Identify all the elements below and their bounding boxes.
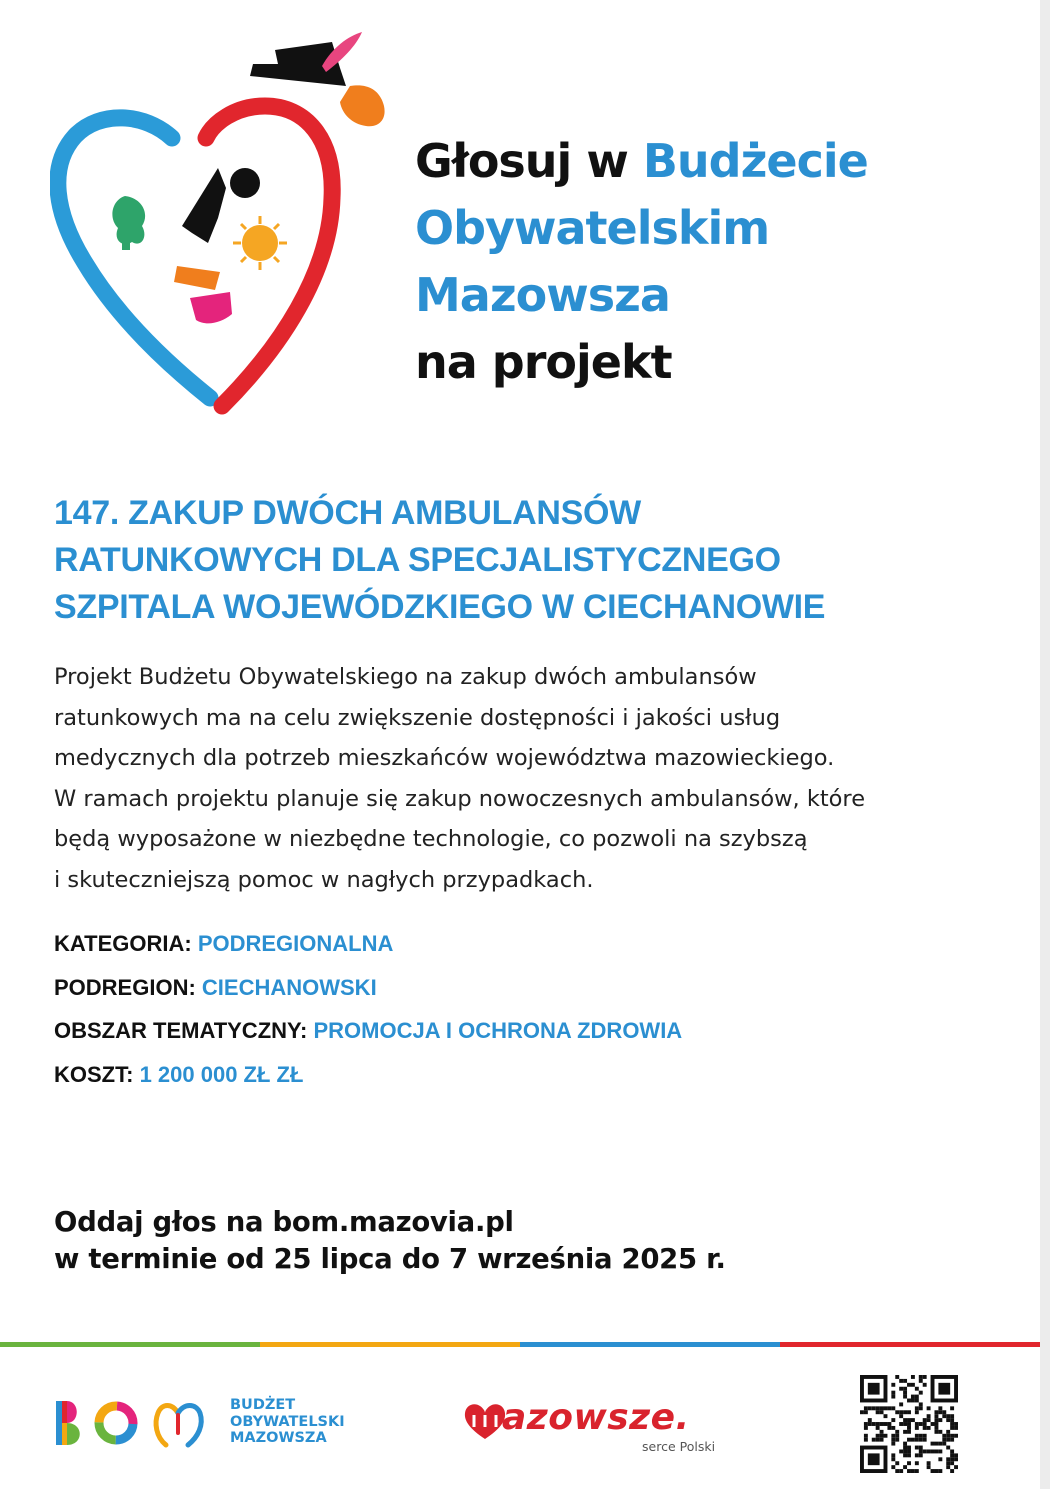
- bom-logo-line: OBYWATELSKI: [230, 1413, 345, 1430]
- bom-logo: [54, 1393, 374, 1453]
- cta-line2: w terminie od 25 lipca do 7 września 2025 r.: [54, 1243, 726, 1275]
- headline-line1-blue: Budżecie: [642, 134, 868, 188]
- divider-segment: [780, 1342, 1040, 1347]
- mazowsze-wordmark: azowsze.: [502, 1397, 690, 1438]
- headline-line3: Mazowsza: [415, 268, 670, 322]
- project-meta: [54, 922, 954, 1096]
- divider-segment: [0, 1342, 260, 1347]
- meta-value: 1 200 000 ZŁ ZŁ: [139, 1061, 304, 1087]
- meta-label: KOSZT:: [54, 1061, 140, 1087]
- meta-subregion: [54, 966, 954, 1010]
- description-line: medycznych dla potrzeb mieszkańców województwa mazowieckiego.: [54, 745, 835, 771]
- headline-line1-dark: Głosuj w: [415, 134, 643, 188]
- meta-cost: [54, 1053, 954, 1097]
- cta-line1: Oddaj głos na bom.mazovia.pl: [54, 1206, 514, 1238]
- description-line: będą wyposażone w niezbędne technologie, co pozwoli na szybszą: [54, 826, 808, 852]
- meta-label: PODREGION:: [54, 974, 202, 1000]
- project-title: [54, 490, 954, 631]
- qr-code: [860, 1375, 958, 1473]
- description-line: Projekt Budżetu Obywatelskiego na zakup dwóch ambulansów: [54, 664, 757, 690]
- heart-face-logo: [50, 28, 395, 423]
- headline: [415, 128, 1015, 396]
- bom-logo-icon: [54, 1393, 224, 1453]
- meta-value: PROMOCJA I OCHRONA ZDROWIA: [313, 1018, 683, 1043]
- mazowsze-logo: [462, 1397, 742, 1461]
- meta-label: OBSZAR TEMATYCZNY:: [54, 1018, 314, 1043]
- bom-logo-line: MAZOWSZA: [230, 1430, 327, 1446]
- headline-line4: na projekt: [415, 335, 672, 389]
- divider-segment: [520, 1342, 780, 1347]
- bom-logo-line: BUDŻET: [230, 1397, 296, 1413]
- headline-line2: Obywatelskim: [415, 201, 770, 255]
- call-to-action: [54, 1204, 954, 1278]
- project-title-line: 147. ZAKUP DWÓCH AMBULANSÓW: [54, 494, 641, 532]
- meta-value: PODREGIONALNA: [197, 931, 394, 956]
- page-edge: [1040, 0, 1050, 1489]
- description-line: i skuteczniejszą pomoc w nagłych przypadkach.: [54, 866, 594, 893]
- bom-logo-text: [230, 1397, 345, 1447]
- color-divider: [0, 1342, 1040, 1347]
- description-line: ratunkowych ma na celu zwiększenie dostępności i jakości usług: [54, 704, 781, 731]
- meta-theme: [54, 1009, 954, 1053]
- mazowsze-tagline: serce Polski: [642, 1439, 716, 1454]
- project-title-line: RATUNKOWYCH DLA SPECJALISTYCZNEGO: [54, 541, 781, 579]
- meta-category: [54, 922, 954, 966]
- project-title-line: SZPITALA WOJEWÓDZKIEGO W CIECHANOWIE: [54, 588, 826, 626]
- meta-label: KATEGORIA:: [54, 931, 198, 956]
- divider-segment: [260, 1342, 520, 1347]
- meta-value: CIECHANOWSKI: [201, 974, 377, 1000]
- description-line: W ramach projektu planuje się zakup nowoczesnych ambulansów, które: [54, 785, 866, 812]
- project-description: [54, 657, 964, 900]
